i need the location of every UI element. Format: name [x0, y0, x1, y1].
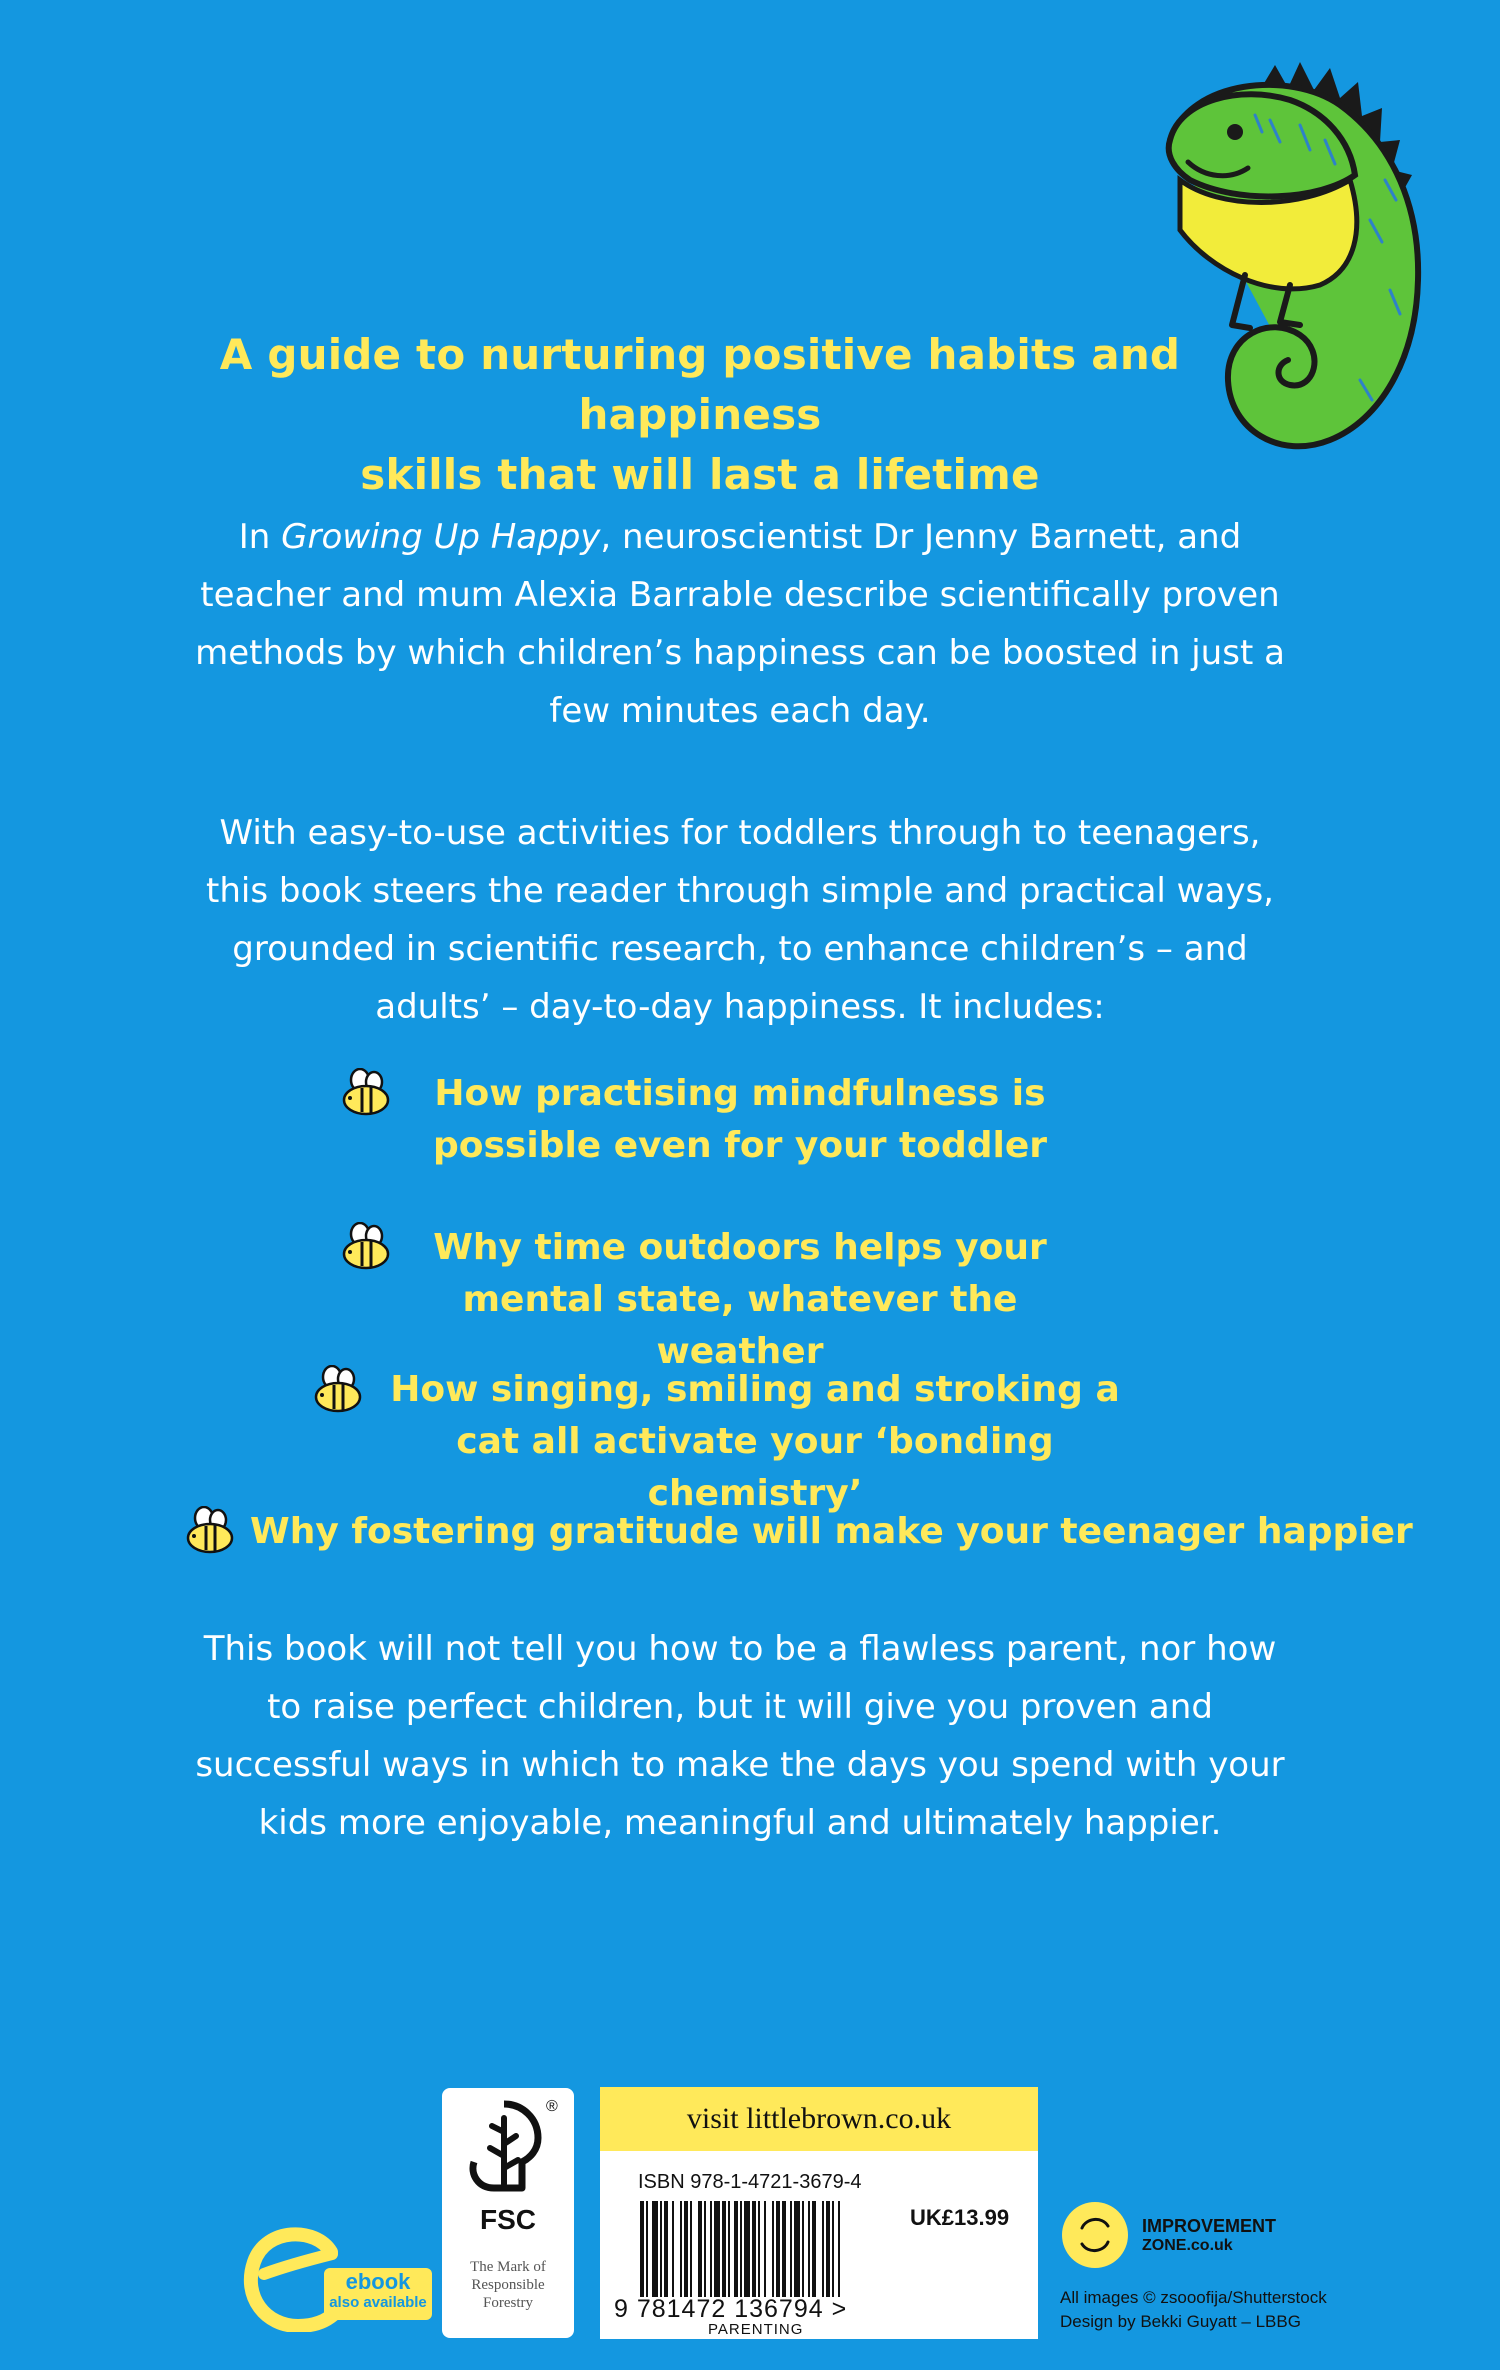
- barcode-bar: [710, 2201, 712, 2297]
- barcode-bar: [758, 2201, 760, 2297]
- barcode-bar: [646, 2201, 648, 2297]
- fsc-registered-mark: ®: [546, 2098, 558, 2115]
- improvement-zone-logo: [1062, 2200, 1322, 2270]
- fsc-logo-box: [442, 2088, 574, 2338]
- fsc-note: The Mark of Responsible Forestry: [470, 2259, 546, 2311]
- image-credits: [1060, 2286, 1480, 2334]
- book-title: Growing Up Happy: [281, 517, 601, 557]
- barcode-bar: [794, 2201, 800, 2297]
- closing-paragraph: This book will not tell you how to be a flawless parent, nor how to raise perfect children, but it will give you proven and successful ways in which to make the days you spend with your kids more enjoyable, meaningful and ultimately happier.: [195, 1629, 1285, 1843]
- barcode-bars: [640, 2201, 902, 2297]
- barcode-bar: [680, 2201, 682, 2297]
- barcode-bar: [714, 2201, 720, 2297]
- bee-icon: [310, 1365, 366, 1415]
- barcode-panel: [600, 2151, 1038, 2339]
- category-label: PARENTING: [708, 2321, 804, 2338]
- bullet-outdoors: Why time outdoors helps your mental state, whatever the weather: [433, 1227, 1047, 1372]
- bee-icon: [182, 1506, 238, 1556]
- barcode-bar: [752, 2201, 756, 2297]
- bullet-bonding: How singing, smiling and stroking a cat all activate your ‘bonding chemistry’: [390, 1369, 1120, 1514]
- credits-line-2: Design by Bekki Guyatt – LBBG: [1060, 2312, 1301, 2331]
- barcode-bar: [728, 2201, 730, 2297]
- barcode-digits: 9 781472 136794 >: [614, 2295, 848, 2323]
- barcode-bar: [672, 2201, 674, 2297]
- barcode-bar: [704, 2201, 706, 2297]
- tagline-line-1: A guide to nurturing positive habits and happiness: [219, 330, 1181, 439]
- publisher-website: visit littlebrown.co.uk: [600, 2087, 1038, 2151]
- barcode-bar: [776, 2201, 780, 2297]
- credits-line-1: All images © zsooofija/Shutterstock: [1060, 2288, 1327, 2307]
- improvement-zone-line-2: ZONE.co.uk: [1142, 2237, 1233, 2254]
- fsc-tree-icon: [442, 2088, 574, 2204]
- intro-paragraph: [190, 508, 1290, 740]
- barcode-bar: [772, 2201, 774, 2297]
- activities-paragraph: With easy-to-use activities for toddlers through to teenagers, this book steers the reader through simple and practical ways, grounded in scientific research, to enhance children’s – and adults’ – day-to-day happiness. It includes:: [206, 813, 1274, 1027]
- barcode-bar: [722, 2201, 726, 2297]
- barcode-bar: [822, 2201, 824, 2297]
- intro-rest: , neuroscientist Dr Jenny Barnett, and teacher and mum Alexia Barrable describe scientifically proven methods by which children’s happiness can be boosted in just a few minutes each day.: [195, 517, 1285, 731]
- intro-prefix: In: [238, 517, 282, 557]
- barcode-bar: [690, 2201, 692, 2297]
- bullet-mindfulness: How practising mindfulness is possible even for your toddler: [432, 1073, 1047, 1166]
- fsc-name: FSC: [480, 2204, 536, 2235]
- ebook-badge: [236, 2222, 436, 2332]
- barcode-bar: [640, 2201, 644, 2297]
- barcode-bar: [764, 2201, 766, 2297]
- barcode-bar: [664, 2201, 668, 2297]
- ebook-label-line-2: also available: [329, 2294, 427, 2311]
- barcode-bar: [740, 2201, 742, 2297]
- barcode-bar: [652, 2201, 658, 2297]
- barcode-bar: [832, 2201, 834, 2297]
- barcode-bar: [734, 2201, 738, 2297]
- improvement-zone-name: [1142, 2216, 1276, 2256]
- barcode-bar: [684, 2201, 688, 2297]
- ebook-label: [324, 2268, 432, 2320]
- barcode-bar: [826, 2201, 830, 2297]
- barcode-bar: [660, 2201, 662, 2297]
- barcode-bar: [808, 2201, 810, 2297]
- barcode-bar: [744, 2201, 750, 2297]
- ebook-label-line-1: ebook: [345, 2269, 411, 2294]
- barcode-bar: [698, 2201, 702, 2297]
- tagline: [120, 325, 1280, 505]
- price-label: UK£13.99: [910, 2205, 1010, 2230]
- bullet-gratitude: Why fostering gratitude will make your teenager happier: [250, 1511, 1413, 1552]
- barcode-bar: [812, 2201, 816, 2297]
- improvement-zone-icon: [1062, 2202, 1128, 2268]
- improvement-zone-line-1: IMPROVEMENT: [1142, 2216, 1277, 2236]
- barcode-bar: [782, 2201, 786, 2297]
- barcode-bar: [802, 2201, 804, 2297]
- barcode-bar: [838, 2201, 840, 2297]
- isbn-label: ISBN 978-1-4721-3679-4: [638, 2171, 862, 2193]
- tagline-line-2: skills that will last a lifetime: [360, 450, 1040, 499]
- barcode-bar: [790, 2201, 792, 2297]
